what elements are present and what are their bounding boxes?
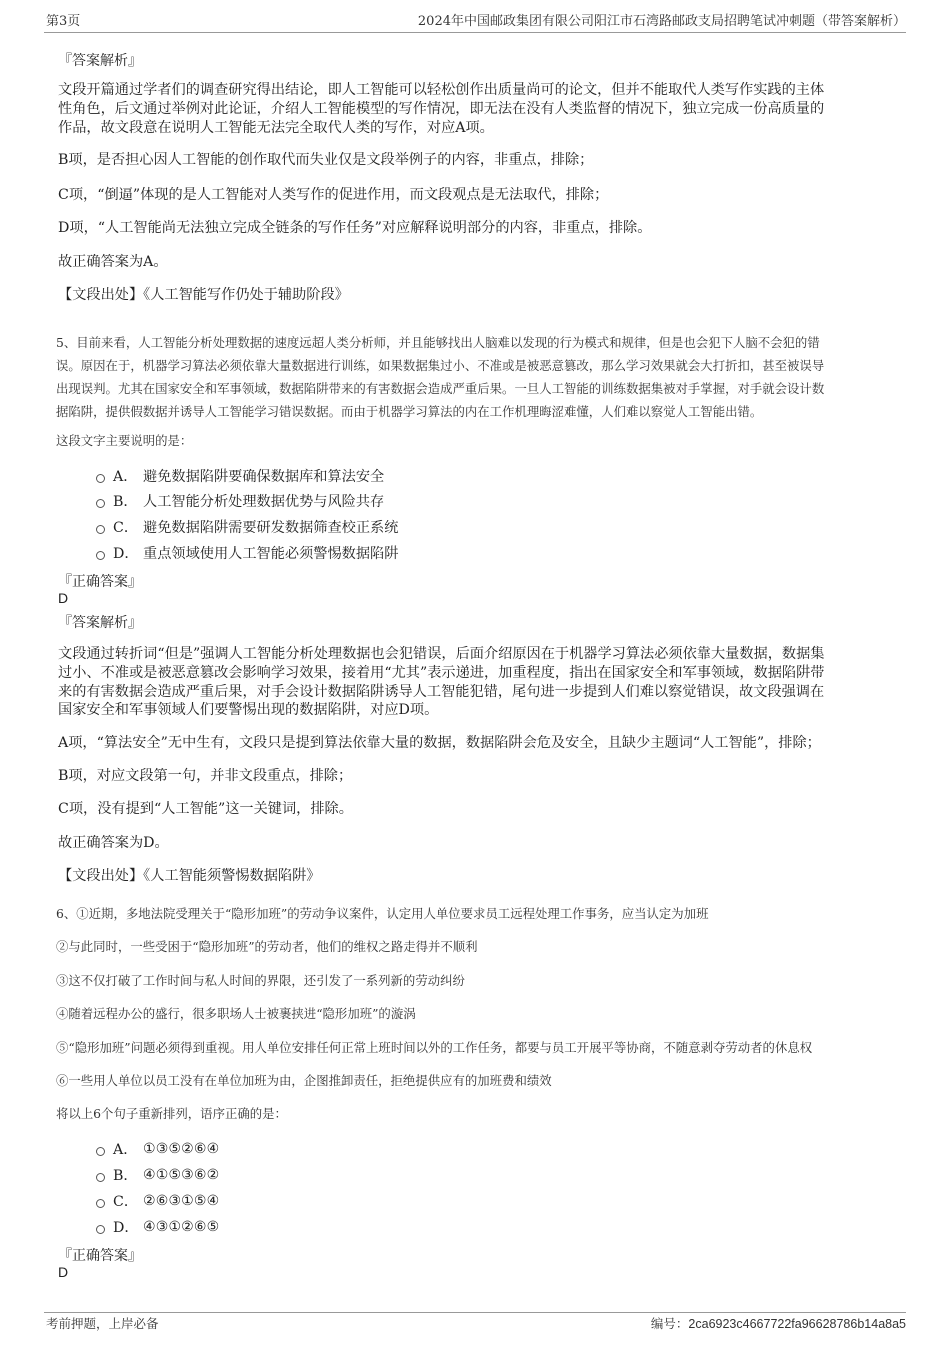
page-number: 第3页 <box>46 14 81 29</box>
q5-option-a[interactable] <box>96 466 384 486</box>
q5-option-c[interactable] <box>96 517 398 537</box>
q5-option-a-label: A． <box>113 469 138 485</box>
radio-icon[interactable] <box>96 551 105 560</box>
q4-option-d-analysis: D项，“人工智能尚无法独立完成全链条的写作任务”对应解释说明部分的内容，非重点，排除。 <box>58 220 652 236</box>
q6-question: 将以上6个句子重新排列，语序正确的是： <box>56 1106 287 1121</box>
q4-analysis-line-3: 作品，故文段意在说明人工智能无法完全取代人类的写作，对应A项。 <box>58 120 494 136</box>
q6-sentence-2: ②与此同时，一些受困于“隐形加班”的劳动者，他们的维权之路走得并不顺利 <box>56 939 478 954</box>
radio-icon[interactable] <box>96 1147 105 1156</box>
radio-icon[interactable] <box>96 1225 105 1234</box>
q5-option-d-text: 重点领域使用人工智能必须警惕数据陷阱 <box>143 546 399 562</box>
q4-option-b-analysis: B项，是否担心因人工智能的创作取代而失业仅是文段举例子的内容，非重点，排除； <box>58 152 594 168</box>
radio-icon[interactable] <box>96 474 105 483</box>
q6-sentence-6: ⑥一些用人单位以员工没有在单位加班为由，企图推卸责任，拒绝提供应有的加班费和绩效 <box>56 1073 552 1088</box>
q6-option-b[interactable] <box>96 1165 219 1185</box>
q5-option-a-analysis: A项，“算法安全”无中生有，文段只是提到算法依靠大量的数据，数据陷阱会危及安全，且缺少主题词“人工智能”，排除； <box>58 735 821 751</box>
radio-icon[interactable] <box>96 1173 105 1182</box>
header-divider <box>44 32 906 33</box>
q5-conclusion: 故正确答案为D。 <box>58 835 169 851</box>
q5-question: 这段文字主要说明的是： <box>56 433 193 448</box>
q5-option-d[interactable] <box>96 543 398 563</box>
q6-option-b-label: B． <box>113 1168 138 1184</box>
q5-stem-line-1: 5、目前来看，人工智能分析处理数据的速度远超人类分析师，并且能够找出人脑难以发现的行为模式和规律，但是也会犯下人脑不会犯的错 <box>56 335 820 350</box>
q6-sentence-5: ⑤“隐形加班”问题必须得到重视。用人单位安排任何正常上班时间以外的工作任务，都要与员工开展平等协商，不随意剥夺劳动者的休息权 <box>56 1040 813 1055</box>
q6-sentence-4: ④随着远程办公的盛行，很多职场人士被裹挟进“隐形加班”的漩涡 <box>56 1006 416 1021</box>
q6-option-a[interactable] <box>96 1139 219 1159</box>
q5-option-b[interactable] <box>96 491 384 511</box>
q5-stem-line-3: 出现误判。尤其在国家安全和军事领域，数据陷阱带来的有害数据会造成严重后果。一旦人工智能的训练数据集被对手掌握，对手就会设计数 <box>56 381 825 396</box>
q6-sentence-1: 6、①近期，多地法院受理关于“隐形加班”的劳动争议案件，认定用人单位要求员工远程处理工作事务，应当认定为加班 <box>56 906 709 921</box>
q5-analysis-line-3: 来的有害数据会造成严重后果，对手会设计数据陷阱诱导人工智能犯错，尾句进一步提到人们难以察觉错误，故文段强调在 <box>58 684 825 700</box>
q6-sentence-3: ③这不仅打破了工作时间与私人时间的界限，还引发了一系列新的劳动纠纷 <box>56 973 465 988</box>
q4-analysis-label: 『答案解析』 <box>58 53 142 69</box>
q6-option-c-label: C． <box>113 1194 139 1210</box>
document-title: 2024年中国邮政集团有限公司阳江市石湾路邮政支局招聘笔试冲刺题（带答案解析） <box>417 14 906 29</box>
q5-option-b-label: B． <box>113 494 138 510</box>
q4-option-c-analysis: C项，“倒逼”体现的是人工智能对人类写作的促进作用，而文段观点是无法取代，排除； <box>58 187 609 203</box>
q5-analysis-line-1: 文段通过转折词“但是”强调人工智能分析处理数据也会犯错误，后面介绍原因在于机器学习算法必须依靠大量数据，数据集 <box>58 646 825 662</box>
q5-correct-answer: D <box>58 590 69 606</box>
q6-correct-answer: D <box>58 1264 69 1280</box>
q5-option-c-text: 避免数据陷阱需要研发数据筛查校正系统 <box>143 520 399 536</box>
q5-option-c-label: C． <box>113 520 139 536</box>
q4-source: 【文段出处】《人工智能写作仍处于辅助阶段》 <box>58 287 349 303</box>
q4-conclusion: 故正确答案为A。 <box>58 254 168 270</box>
q5-option-b-text: 人工智能分析处理数据优势与风险共存 <box>143 494 385 510</box>
footer-code-label: 编号： <box>650 1316 689 1331</box>
q6-option-a-label: A． <box>113 1142 138 1158</box>
q6-option-d[interactable] <box>96 1217 219 1237</box>
footer-slogan: 考前押题，上岸必备 <box>46 1316 159 1331</box>
q6-option-d-label: D． <box>113 1220 139 1236</box>
q5-analysis-line-2: 过小、不准或是被恶意篡改会影响学习效果，接着用“尤其”表示递进，加重程度，指出在国家安全和军事领域，数据陷阱带 <box>58 665 825 681</box>
radio-icon[interactable] <box>96 1199 105 1208</box>
footer-code-value: 2ca6923c4667722fa96628786b14a8a5 <box>688 1317 906 1331</box>
q6-option-c[interactable] <box>96 1191 219 1211</box>
footer-code <box>651 1314 906 1332</box>
q6-option-b-text: ④①⑤③⑥② <box>143 1167 220 1183</box>
q5-option-b-analysis: B项，对应文段第一句，并非文段重点，排除； <box>58 768 353 784</box>
radio-icon[interactable] <box>96 499 105 508</box>
q6-option-c-text: ②⑥③①⑤④ <box>143 1193 220 1209</box>
q6-option-a-text: ①③⑤②⑥④ <box>143 1141 220 1157</box>
q5-stem-line-2: 误。原因在于，机器学习算法必须依靠大量数据进行训练，如果数据集过小、不准或是被恶意篡改，那么学习效果就会大打折扣，甚至被误导 <box>56 358 825 373</box>
q5-analysis-label: 『答案解析』 <box>58 615 142 631</box>
q5-option-d-label: D． <box>113 546 139 562</box>
q5-source: 【文段出处】《人工智能须警惕数据陷阱》 <box>58 868 321 884</box>
q5-analysis-line-4: 国家安全和军事领域人们要警惕出现的数据陷阱，对应D项。 <box>58 702 439 718</box>
q6-option-d-text: ④③①②⑥⑤ <box>143 1219 220 1235</box>
q5-stem-line-4: 据陷阱，提供假数据并诱导人工智能学习错误数据。而由于机器学习算法的内在工作机理晦涩难懂，人们难以察觉人工智能出错。 <box>56 404 763 419</box>
q5-correct-label: 『正确答案』 <box>58 574 142 590</box>
q6-correct-label: 『正确答案』 <box>58 1248 142 1264</box>
q5-option-c-analysis: C项，没有提到“人工智能”这一关键词，排除。 <box>58 801 353 817</box>
q5-option-a-text: 避免数据陷阱要确保数据库和算法安全 <box>143 469 385 485</box>
radio-icon[interactable] <box>96 525 105 534</box>
footer-divider <box>44 1312 906 1313</box>
q4-analysis-line-1: 文段开篇通过学者们的调查研究得出结论，即人工智能可以轻松创作出质量尚可的论文，但并不能取代人类写作实践的主体 <box>58 82 825 98</box>
q4-analysis-line-2: 性角色，后文通过举例对此论证，介绍人工智能模型的写作情况，即无法在没有人类监督的情况下，独立完成一份高质量的 <box>58 101 825 117</box>
